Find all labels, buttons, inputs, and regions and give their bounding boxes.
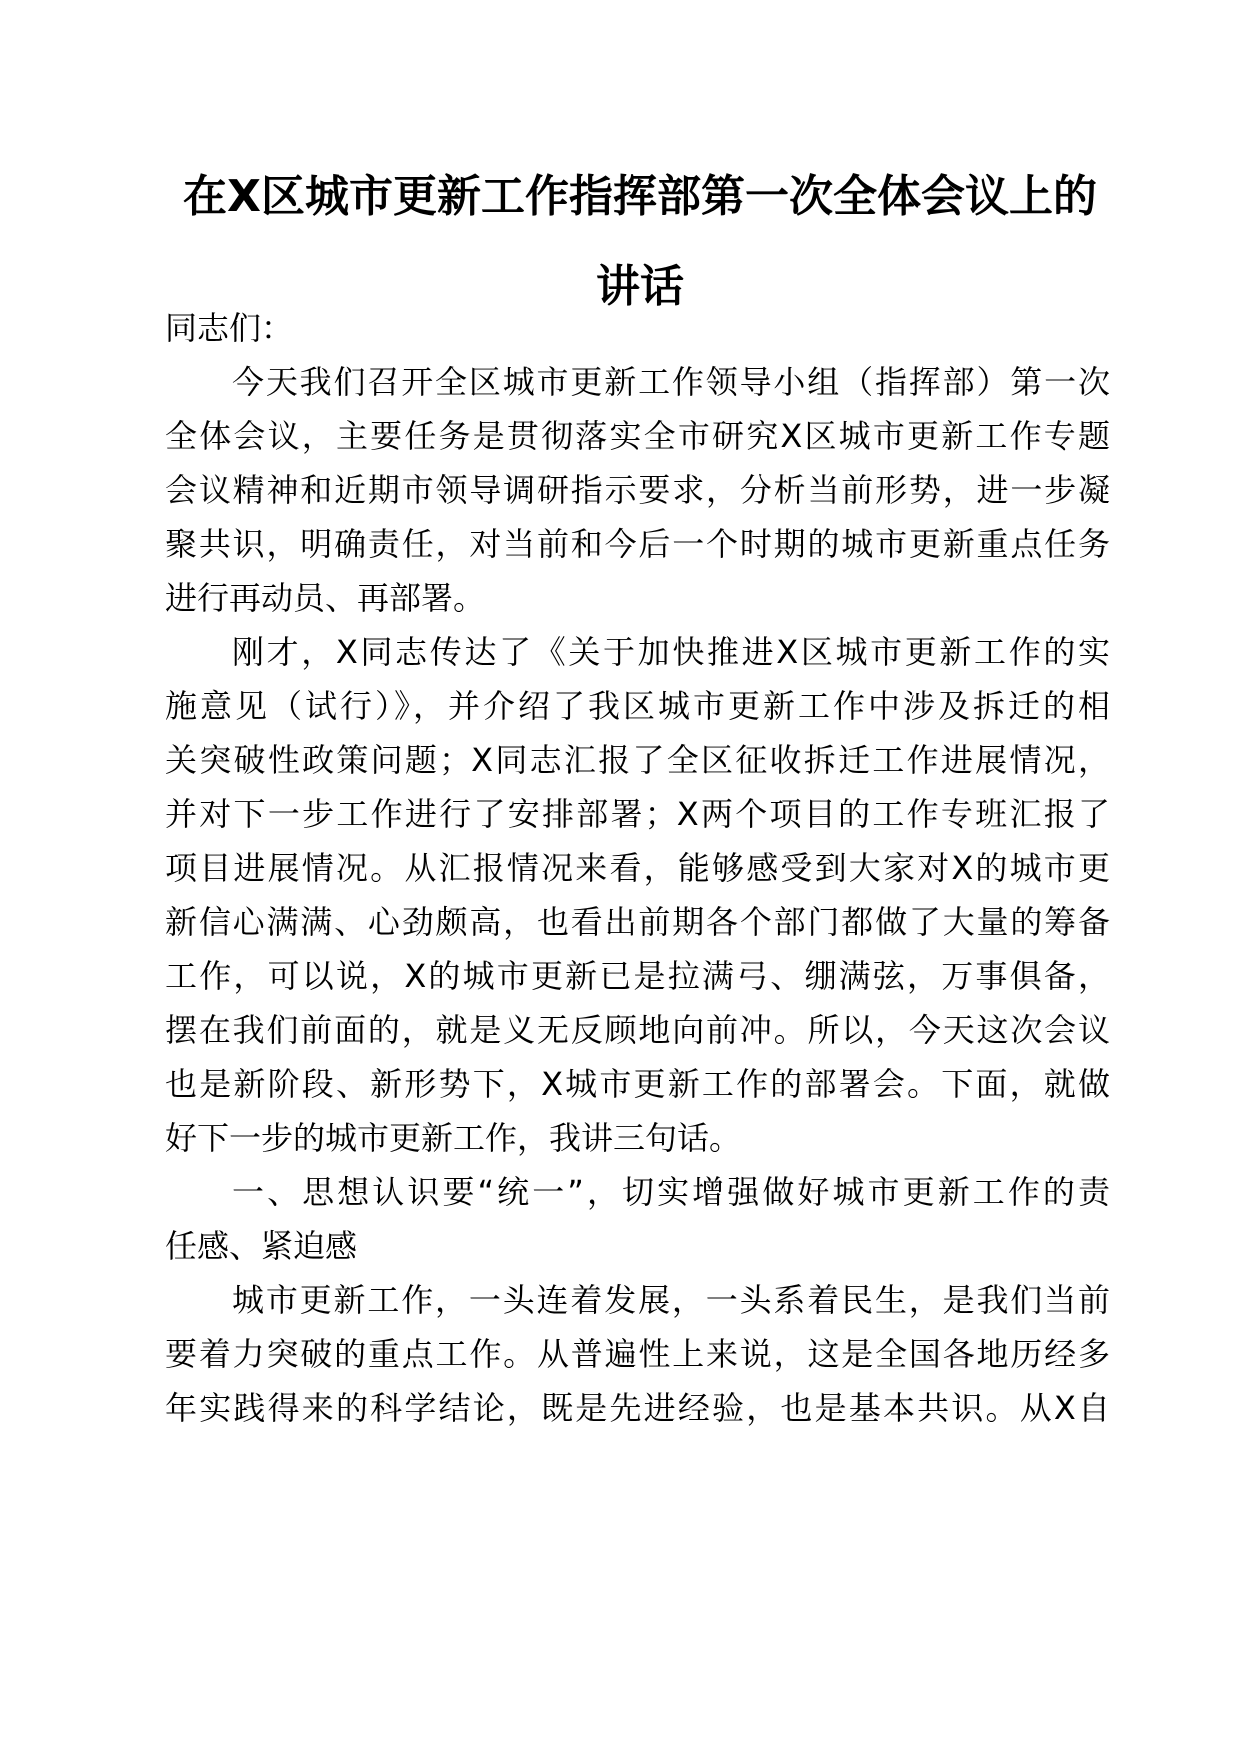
paragraph-line: 要着力突破的重点工作。从普遍性上来说，这是全国各地历经多: [165, 1335, 1110, 1373]
paragraph-line: 并对下一步工作进行了安排部署；X两个项目的工作专班汇报了: [165, 795, 1110, 833]
paragraph-line: 施意见（试行）》，并介绍了我区城市更新工作中涉及拆迁的相: [165, 687, 1110, 725]
paragraph-line: 新信心满满、心劲颇高，也看出前期各个部门都做了大量的筹备: [165, 903, 1110, 941]
paragraph-line: 聚共识，明确责任，对当前和今后一个时期的城市更新重点任务: [165, 525, 1110, 563]
document-title-line-2: 讲话: [596, 261, 684, 312]
paragraph-line: 刚才，X同志传达了《关于加快推进X区城市更新工作的实: [232, 633, 1110, 671]
paragraph-line: 关突破性政策问题；X同志汇报了全区征收拆迁工作进展情况，: [165, 741, 1110, 779]
paragraph-line: 会议精神和近期市领导调研指示要求，分析当前形势，进一步凝: [165, 471, 1110, 509]
paragraph-line: 也是新阶段、新形势下，X城市更新工作的部署会。下面，就做: [165, 1065, 1110, 1103]
paragraph-line: 进行再动员、再部署。: [165, 579, 486, 617]
paragraph-line: 摆在我们前面的，就是义无反顾地向前冲。所以，今天这次会议: [165, 1011, 1110, 1049]
paragraph-line: 年实践得来的科学结论，既是先进经验，也是基本共识。从X自: [165, 1389, 1110, 1427]
paragraph-line: 项目进展情况。从汇报情况来看，能够感受到大家对X的城市更: [165, 849, 1110, 887]
paragraph-line: 今天我们召开全区城市更新工作领导小组（指挥部）第一次: [232, 363, 1110, 401]
paragraph-line: 工作，可以说，X的城市更新已是拉满弓、绷满弦，万事俱备，: [165, 957, 1110, 995]
document-title-line-1: 在X区城市更新工作指挥部第一次全体会议上的: [183, 171, 1097, 222]
salutation: 同志们：: [165, 309, 294, 347]
section-heading-line: 一、思想认识要“统一”，切实增强做好城市更新工作的责: [232, 1173, 1110, 1211]
section-heading-line: 任感、紧迫感: [165, 1227, 358, 1265]
paragraph-line: 好下一步的城市更新工作，我讲三句话。: [165, 1119, 742, 1157]
paragraph-line: 全体会议，主要任务是贯彻落实全市研究X区城市更新工作专题: [165, 417, 1110, 455]
paragraph-line: 城市更新工作，一头连着发展，一头系着民生，是我们当前: [232, 1281, 1110, 1319]
